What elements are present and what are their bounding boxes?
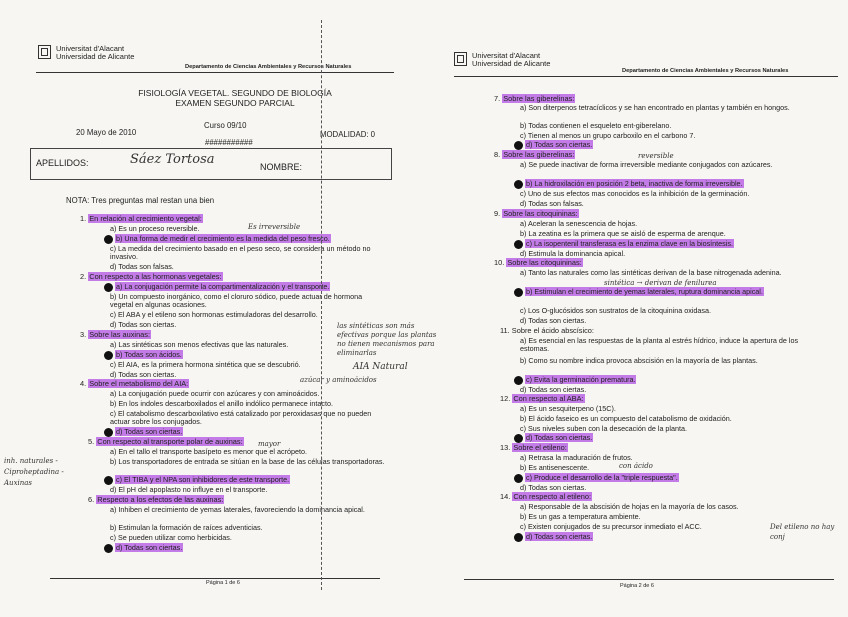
option[interactable]: a) Las sintéticas son menos efectivas que las naturales. — [110, 340, 289, 349]
option[interactable]: d) Todas son ciertas. — [520, 316, 587, 325]
option-selected[interactable]: c) Evita la germinación prematura. — [514, 376, 636, 385]
page-number: Página 1 de 6 — [206, 580, 240, 586]
option[interactable]: a) Es esencial en las respuestas de la planta al estrés hídrico, induce la apertura de los estomas. — [520, 336, 799, 353]
option[interactable]: a) La conjugación puede ocurrir con azúcares y con aminoácidos. — [110, 389, 320, 398]
option[interactable]: d) Todas son ciertas. — [520, 483, 587, 492]
option[interactable]: c) La medida del crecimiento basado en el peso seco, se considera un método no invasivo. — [110, 244, 371, 261]
university-name: Universitat d'Alacant Universidad de Alicante — [56, 44, 135, 61]
option-selected[interactable]: b) La hidroxilación en posición 2 beta, inactiva de forma irreversible. — [514, 180, 744, 189]
handwritten-note: sintética → derivan de fenilurea — [604, 279, 717, 287]
handwritten-note: inh. naturales - Ciproheptadina - Auxinas — [4, 457, 64, 487]
option-selected[interactable]: b) Estimulan el crecimiento de yemas laterales, ruptura dominancia apical. — [514, 288, 819, 297]
option[interactable]: c) Existen conjugados de su precursor inmediato el ACC. — [520, 522, 702, 531]
option-selected[interactable]: d) Todas son ciertas. — [514, 141, 593, 150]
option[interactable]: b) En los indoles descarboxilados el anillo indólico permanece intacto. — [110, 399, 333, 408]
handwritten-note: mayor — [258, 440, 281, 448]
option-selected[interactable]: b) Una forma de medir el crecimiento es la medida del peso fresco. — [104, 235, 374, 244]
question-10: 10. Sobre las citoquininas: — [494, 258, 582, 267]
fold-line — [321, 20, 322, 590]
option[interactable]: a) En el tallo el transporte basípeto es menor que el acrópeto. — [110, 447, 307, 456]
question-1: 1. En relación al crecimiento vegetal: — [80, 214, 202, 223]
option[interactable]: c) El catabolismo descarboxilativo está catalizado por peroxidasas que no pueden actuar sobre los conjugados. — [110, 409, 372, 426]
question-8: 8. Sobre las giberelinas: — [494, 150, 575, 159]
hash-code: ########### — [205, 138, 253, 147]
page-number: Página 2 de 6 — [620, 583, 654, 589]
question-2: 2. Con respecto a las hormonas vegetales: — [80, 272, 222, 281]
option[interactable]: c) Sus niveles suben con la desecación de la planta. — [520, 424, 688, 433]
option[interactable]: d) Todas son falsas. — [110, 262, 174, 271]
question-14: 14. Con respecto al etileno: — [500, 492, 591, 501]
option[interactable]: b) Es antisenescente. — [520, 463, 590, 472]
option[interactable]: a) Inhiben el crecimiento de yemas laterales, favoreciendo la dominancia apical. — [110, 505, 365, 514]
exam-page-2 — [424, 0, 848, 617]
handwritten-note: Es irreversible — [248, 223, 301, 231]
option-selected[interactable]: c) Produce el desarrollo de la "triple respuesta". — [514, 474, 679, 483]
option[interactable]: b) La zeatina es la primera que se aisló de esperma de arenque. — [520, 229, 726, 238]
option-selected[interactable]: a) La conjugación permite la compartimentalización y el transporte. — [104, 283, 384, 292]
option[interactable]: b) Estimulan la formación de raíces adventicias. — [110, 523, 263, 532]
footer-rule — [50, 578, 380, 579]
option[interactable]: a) Es un proceso reversible. — [110, 224, 200, 233]
nombre-label: NOMBRE: — [260, 162, 303, 172]
handwritten-note: con ácido — [619, 462, 653, 470]
option-selected[interactable]: c) El TIBA y el NPA son inhibidores de este transporte. — [104, 476, 290, 485]
apellidos-value: Sáez Tortosa — [130, 152, 215, 167]
option[interactable]: b) Un compuesto inorgánico, como el cloruro sódico, puede actuar de hormona vegetal en algunas ocasiones. — [110, 292, 363, 309]
option[interactable]: d) Estimula la dominancia apical. — [520, 249, 626, 258]
handwritten-note: AIA Natural — [353, 362, 408, 372]
footer-rule — [464, 579, 834, 580]
option[interactable]: b) Como su nombre indica provoca abscisión en la mayoría de las plantas. — [520, 356, 758, 365]
question-9: 9. Sobre las citoquininas: — [494, 209, 578, 218]
header-rule — [36, 72, 394, 73]
question-4: 4. Sobre el metabolismo del AIA: — [80, 379, 189, 388]
exam-date: 20 Mayo de 2010 — [76, 128, 137, 137]
option[interactable]: d) Todas son ciertas. — [110, 370, 177, 379]
option-selected[interactable]: d) Todas son ciertas. — [514, 434, 593, 443]
option[interactable]: b) Es un gas a temperatura ambiente. — [520, 512, 641, 521]
question-12: 12. Con respecto al ABA: — [500, 394, 584, 403]
option[interactable]: b) El ácido faseico es un compuesto del catabolismo de oxidación. — [520, 414, 732, 423]
apellidos-label: APELLIDOS: — [36, 158, 89, 168]
option[interactable]: b) Los transportadores de entrada se sitúan en la base de las células transportadoras. — [110, 457, 385, 466]
option-selected[interactable]: d) Todas son ciertas. — [514, 533, 593, 542]
option[interactable]: d) Todas son ciertas. — [520, 385, 587, 394]
option[interactable]: a) Aceleran la senescencia de hojas. — [520, 219, 638, 228]
handwritten-note: azúcar y aminoácidos — [300, 376, 377, 384]
university-logo-icon — [38, 45, 51, 59]
option[interactable]: a) Se puede inactivar de forma irreversible mediante conjugados con azúcares. — [520, 160, 773, 169]
option[interactable]: d) Todas son falsas. — [520, 199, 584, 208]
university-logo-icon — [454, 52, 467, 66]
handwritten-note: las sintéticas son más efectivas porque las plantas no tienen mecanismos para eliminarlas — [337, 322, 437, 357]
option[interactable]: c) El AIA, es la primera hormona sintética que se descubrió. — [110, 360, 301, 369]
handwritten-note: Del etileno no hay conj — [770, 523, 835, 541]
option[interactable]: c) Uno de sus efectos mas conocidos es la inhibición de la germinación. — [520, 189, 750, 198]
option-selected[interactable]: c) La isopentenil transferasa es la enzima clave en la biosíntesis. — [514, 240, 734, 249]
option[interactable]: a) Tanto las naturales como las sintéticas derivan de la base nitrogenada adenina. — [520, 268, 782, 277]
department-name: Departamento de Ciencias Ambientales y Recursos Naturales — [185, 64, 352, 70]
option[interactable]: a) Son diterpenos tetracíclicos y se han encontrado en plantas y también en hongos. — [520, 103, 790, 112]
option-selected[interactable]: d) Todas son ciertas. — [104, 428, 183, 437]
option[interactable]: d) El pH del apoplasto no influye en el transporte. — [110, 485, 268, 494]
option-selected[interactable]: d) Todas son ciertas. — [104, 544, 183, 553]
option[interactable]: b) Todas contienen el esqueleto ent-giberelano. — [520, 121, 672, 130]
option-selected[interactable]: b) Todas son ácidos. — [104, 351, 183, 360]
modality: MODALIDAD: 0 — [320, 130, 376, 139]
department-name: Departamento de Ciencias Ambientales y Recursos Naturales — [622, 68, 789, 74]
option[interactable]: c) Se pueden utilizar como herbicidas. — [110, 533, 232, 542]
option[interactable]: a) Responsable de la abscisión de hojas en la mayoría de los casos. — [520, 502, 739, 511]
question-11: 11. Sobre el ácido abscísico: — [500, 326, 594, 335]
option[interactable]: a) Es un sesquiterpeno (15C). — [520, 404, 616, 413]
question-6: 6. Respecto a los efectos de las auxinas: — [88, 495, 224, 504]
university-name: Universitat d'Alacant Universidad de Alicante — [472, 51, 551, 68]
question-5: 5. Con respecto al transporte polar de auxinas: — [88, 437, 243, 446]
option[interactable]: d) Todas son ciertas. — [110, 320, 177, 329]
question-13: 13. Sobre el etileno: — [500, 443, 567, 452]
option[interactable]: c) El ABA y el etileno son hormonas estimuladoras del desarrollo. — [110, 310, 318, 319]
option[interactable]: c) Los O-glucósidos son sustratos de la citoquinina oxidasa. — [520, 306, 711, 315]
handwritten-note: reversible — [638, 152, 674, 160]
question-7: 7. Sobre las giberelinas: — [494, 94, 575, 103]
exam-note: NOTA: Tres preguntas mal restan una bien — [66, 196, 215, 205]
option[interactable]: a) Retrasa la maduración de frutos. — [520, 453, 633, 462]
question-3: 3. Sobre las auxinas: — [80, 330, 151, 339]
header-rule — [454, 76, 838, 77]
option[interactable]: c) Tienen al menos un grupo carboxilo en el carbono 7. — [520, 131, 696, 140]
course: Curso 09/10 — [204, 121, 247, 130]
exam-title: FISIOLOGÍA VEGETAL. SEGUNDO DE BIOLOGÍA EXAMEN SEGUNDO PARCIAL — [138, 88, 332, 108]
